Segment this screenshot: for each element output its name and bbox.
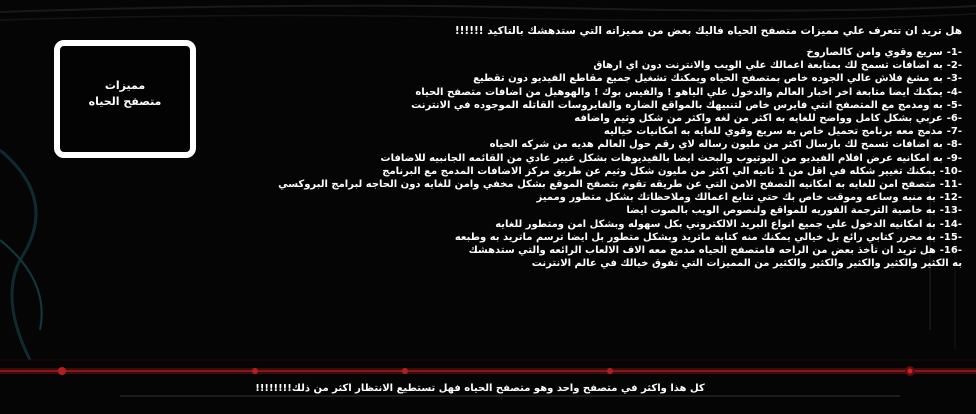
feature-number: -8-: [946, 139, 962, 151]
feature-number: -1-: [946, 47, 962, 58]
feature-text: به اضافات تسمح لك بارسال اكثر من مليون رساله لاي رقم حول العالم هديه من شركه الحياه: [489, 139, 943, 151]
feature-number: -14-: [939, 218, 962, 230]
feature-item: [250, 152, 962, 165]
title-frame-text: [70, 78, 180, 110]
feature-text: به امكانيه الدخول علي جميع انواع البريد الالكتروني بكل سهوله وبشكل امن ومتطور للغايه: [495, 218, 936, 230]
feature-number: -4-: [946, 86, 962, 98]
closing-line: كل هذا واكثر في متصفح واحد وهو متصفح الحياه فهل تستطيع الانتظار اكثر من ذلك!!!!!!!!: [255, 383, 705, 394]
feature-item: [250, 112, 962, 125]
feature-item: [250, 165, 962, 178]
feature-text: متصفح امن للغايه به امكانيه التصفح الامن التي عن طريقه تقوم بتصفح الموقع بشكل مخفي وامن للغايه دون الحاجه لبرامج البروكسي: [278, 179, 936, 191]
feature-text: مدمج معه برنامج تحميل خاص به سريع وقوي للغايه به امكانيات خياليه: [603, 126, 943, 138]
feature-text: به منبه وساعه وموقت خاص بك حتي تتابع اعمالك وملاحظاتك بشكل متطور ومميز: [536, 192, 936, 204]
frame-title-line2: متصفح الحياه: [88, 95, 162, 108]
feature-item: [250, 72, 962, 85]
feature-text: به ومدمج مع المتصفح انتي فايرس خاص لتنبيهك بالمواقع الضاره والفايروسات القاتله الموجوده في الانترنت: [411, 99, 943, 111]
feature-item: [250, 244, 962, 257]
feature-number: -12-: [939, 192, 962, 204]
frame-title-line1: مميزات: [104, 79, 146, 92]
feature-number: -15-: [939, 231, 962, 243]
feature-item: [250, 86, 962, 99]
main-content: [250, 24, 962, 270]
feature-text: عربي بشكل كامل وواضح للغايه به اكثر من لغه واكثر من شكل وثيم واضافه: [574, 113, 943, 125]
feature-text: سريع وقوي وامن كالصاروخ: [806, 47, 943, 58]
feature-text: به مشغ فلاش عالي الجوده خاص بمتصفح الحياه ويمكنك تشغيل جميع مقاطع الفيديو دون تقطيع: [473, 73, 943, 85]
feature-item: [250, 191, 962, 204]
feature-number: -5-: [946, 99, 962, 111]
feature-item: [250, 218, 962, 231]
intro-heading: هل تريد ان تتعرف علي مميزات متصفح الحياه فاليك بعض من مميزاته التي ستدهشك بالتاكيد !!!!!!: [454, 25, 962, 37]
feature-text: يمكنك ايضا متابعة اخر اخبار العالم والدخول علي الياهو ! والفيس بوك ! والهوهيل من اضافات متصفح الحياه: [415, 86, 943, 98]
feature-number: -9-: [946, 152, 962, 164]
feature-number: -2-: [946, 60, 962, 72]
feature-text: به الكثير والكثير والكثير والكثير والكثير من المميزات التي تفوق خيالك في عالم الانترنت: [531, 258, 962, 270]
feature-number: -11-: [939, 179, 962, 191]
feature-item: [250, 46, 962, 59]
feature-text: به خاصية الترجمة الفوريه للمواقع ولنصوص الويب بالصوت ايضا: [626, 205, 936, 217]
feature-text: به امكانيه عرض افلام الفيديو من اليوتيوب والبحث ايضا بالفيديوهات بشكل غيير عادي من القائمه الجانبيه للاضافات: [380, 152, 943, 164]
features-list: [250, 46, 962, 270]
feature-text: به محرر كتابي رائع بل خيالي يمكنك منه كتابة ماتريد وبشكل متطور بل ايضا ترسم ماتريد به وطبعه: [454, 231, 936, 243]
feature-item: [250, 99, 962, 112]
feature-item: [250, 178, 962, 191]
feature-item: [250, 204, 962, 217]
feature-number: -13-: [939, 205, 962, 217]
feature-text: يمكنك تغيير شكله في اقل من 1 ثانيه الي اكثر من مليون شكل وثيم عن طريق مركز الاضافات المدمج مع البرنامج: [382, 165, 936, 177]
feature-item: [250, 59, 962, 72]
feature-number: -6-: [946, 113, 962, 125]
feature-number: -3-: [946, 73, 962, 85]
feature-number: -10-: [939, 165, 962, 177]
feature-item: [250, 125, 962, 138]
feature-number: -7-: [946, 126, 962, 138]
feature-item: [250, 231, 962, 244]
feature-text: هل تريد ان تأخذ بعض من الراحه فامتصفح الحياه مدمج معه الاف الالعاب الرائعه والتي ستدهشك: [468, 245, 936, 257]
feature-number: -16-: [939, 245, 962, 257]
feature-item: [250, 257, 962, 270]
feature-item: [250, 138, 962, 151]
feature-text: به اضافات تسمح لك بمتابعة اعمالك علي الويب والانترنت دون اي ارهاق: [593, 60, 943, 72]
